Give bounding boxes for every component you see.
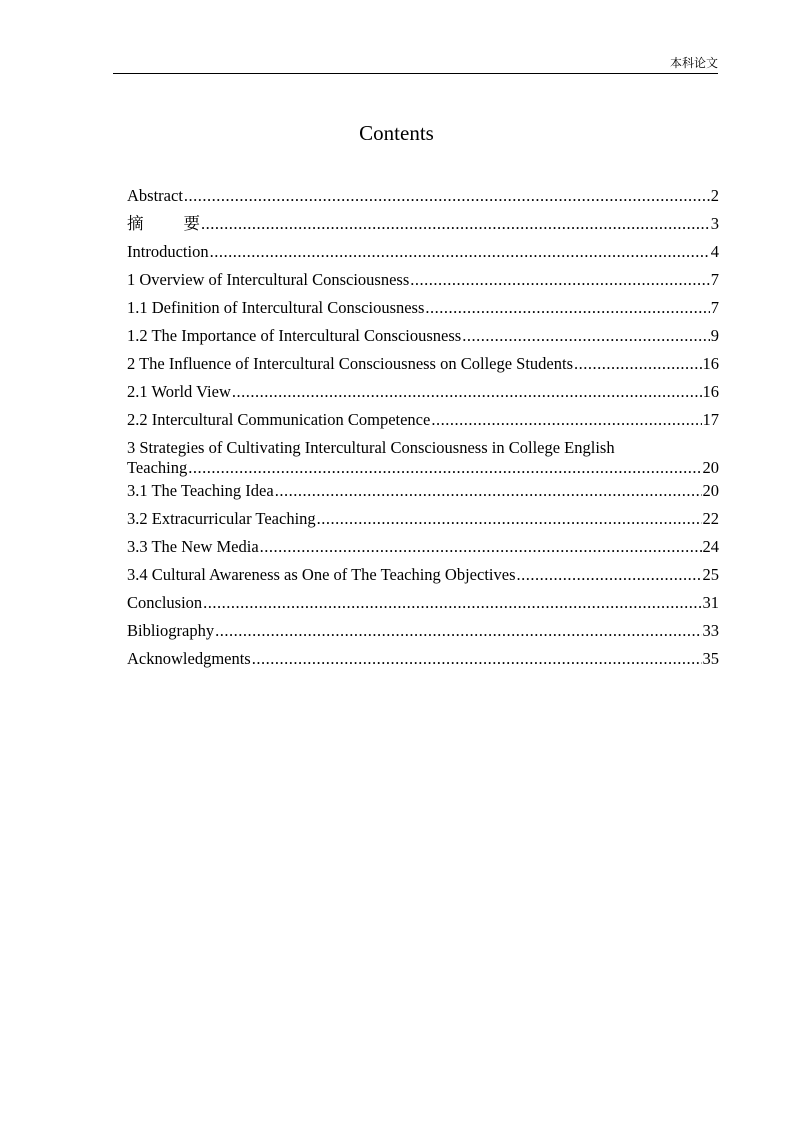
toc-page-number: 9 [710,326,719,345]
toc-entry-section-2-1[interactable] [127,378,719,406]
contents-title: Contents [359,121,434,145]
toc-page-number: 17 [702,410,719,429]
toc-entry-title-char-1: 摘 [127,214,144,233]
toc-leader-dots [210,238,710,266]
toc-entry-acknowledgments[interactable] [127,645,719,673]
toc-entry-title: Bibliography [127,621,215,640]
toc-page-number: 22 [702,509,719,528]
toc-leader-dots [574,350,701,378]
toc-entry-section-3-3[interactable] [127,533,719,561]
toc-entry-title-line-1: 3 Strategies of Cultivating Intercultural Consciousness in College English [127,438,615,457]
toc-entry-chinese-abstract[interactable] [127,210,719,238]
header-rule [113,73,718,74]
toc-entry-title: 3.4 Cultural Awareness as One of The Teaching Objectives [127,565,516,584]
toc-page-number: 16 [702,354,719,373]
toc-leader-dots [462,322,710,350]
toc-page-number: 33 [702,621,719,640]
toc-entry-section-1-2[interactable] [127,322,719,350]
toc-page-number: 31 [702,593,719,612]
toc-leader-dots [252,645,702,673]
toc-leader-dots [201,210,710,238]
toc-leader-dots [410,266,709,294]
toc-page-number: 7 [710,298,719,317]
toc-entry-title: 1.2 The Importance of Intercultural Consciousness [127,326,462,345]
toc-leader-dots [517,561,702,589]
toc-entry-title: 1 Overview of Intercultural Consciousness [127,270,410,289]
toc-entry-chapter-3[interactable] [127,434,719,477]
toc-leader-dots [425,294,709,322]
toc-leader-dots [203,589,701,617]
toc-entry-title [127,210,200,238]
page-header-label: 本科论文 [669,56,718,70]
toc-leader-dots [232,378,702,406]
toc-leader-dots [431,406,701,434]
toc-entry-abstract[interactable] [127,182,719,210]
toc-entry-title: 3.2 Extracurricular Teaching [127,509,316,528]
toc-entry-title: Acknowledgments [127,649,251,668]
toc-entry-title: 1.1 Definition of Intercultural Consciousness [127,298,425,317]
toc-page-number: 4 [710,242,719,261]
table-of-contents [127,182,719,673]
toc-entry-section-2-2[interactable] [127,406,719,434]
toc-leader-dots [215,617,701,645]
toc-leader-dots [260,533,702,561]
toc-page-number: 25 [702,565,719,584]
toc-entry-title: 3.1 The Teaching Idea [127,481,274,500]
toc-leader-dots [184,182,710,210]
toc-entry-title: Conclusion [127,593,203,612]
toc-entry-section-3-2[interactable] [127,505,719,533]
toc-page-number: 20 [702,481,719,500]
toc-entry-title: Introduction [127,242,209,261]
toc-page-number: 2 [710,186,719,205]
toc-leader-dots [275,477,702,505]
toc-entry-chapter-2[interactable] [127,350,719,378]
toc-page-number: 7 [710,270,719,289]
toc-entry-title: 2 The Influence of Intercultural Consciousness on College Students [127,354,574,373]
toc-entry-bibliography[interactable] [127,617,719,645]
toc-entry-title: 2.2 Intercultural Communication Competence [127,410,431,429]
toc-entry-title-char-2: 要 [183,214,200,233]
toc-entry-title: 2.1 World View [127,382,231,401]
toc-entry-title: Abstract [127,186,183,205]
toc-entry-chapter-1[interactable] [127,266,719,294]
toc-entry-section-1-1[interactable] [127,294,719,322]
toc-leader-dots [188,458,701,478]
toc-page-number: 16 [702,382,719,401]
toc-entry-title-line-2: Teaching [127,458,188,477]
toc-entry-introduction[interactable] [127,238,719,266]
toc-leader-dots [317,505,702,533]
toc-entry-section-3-4[interactable] [127,561,719,589]
toc-page-number: 20 [702,458,719,477]
toc-entry-section-3-1[interactable] [127,477,719,505]
toc-page-number: 24 [702,537,719,556]
toc-page-number: 3 [710,214,719,233]
toc-page-number: 35 [702,649,719,668]
toc-entry-title: 3.3 The New Media [127,537,259,556]
toc-entry-conclusion[interactable] [127,589,719,617]
